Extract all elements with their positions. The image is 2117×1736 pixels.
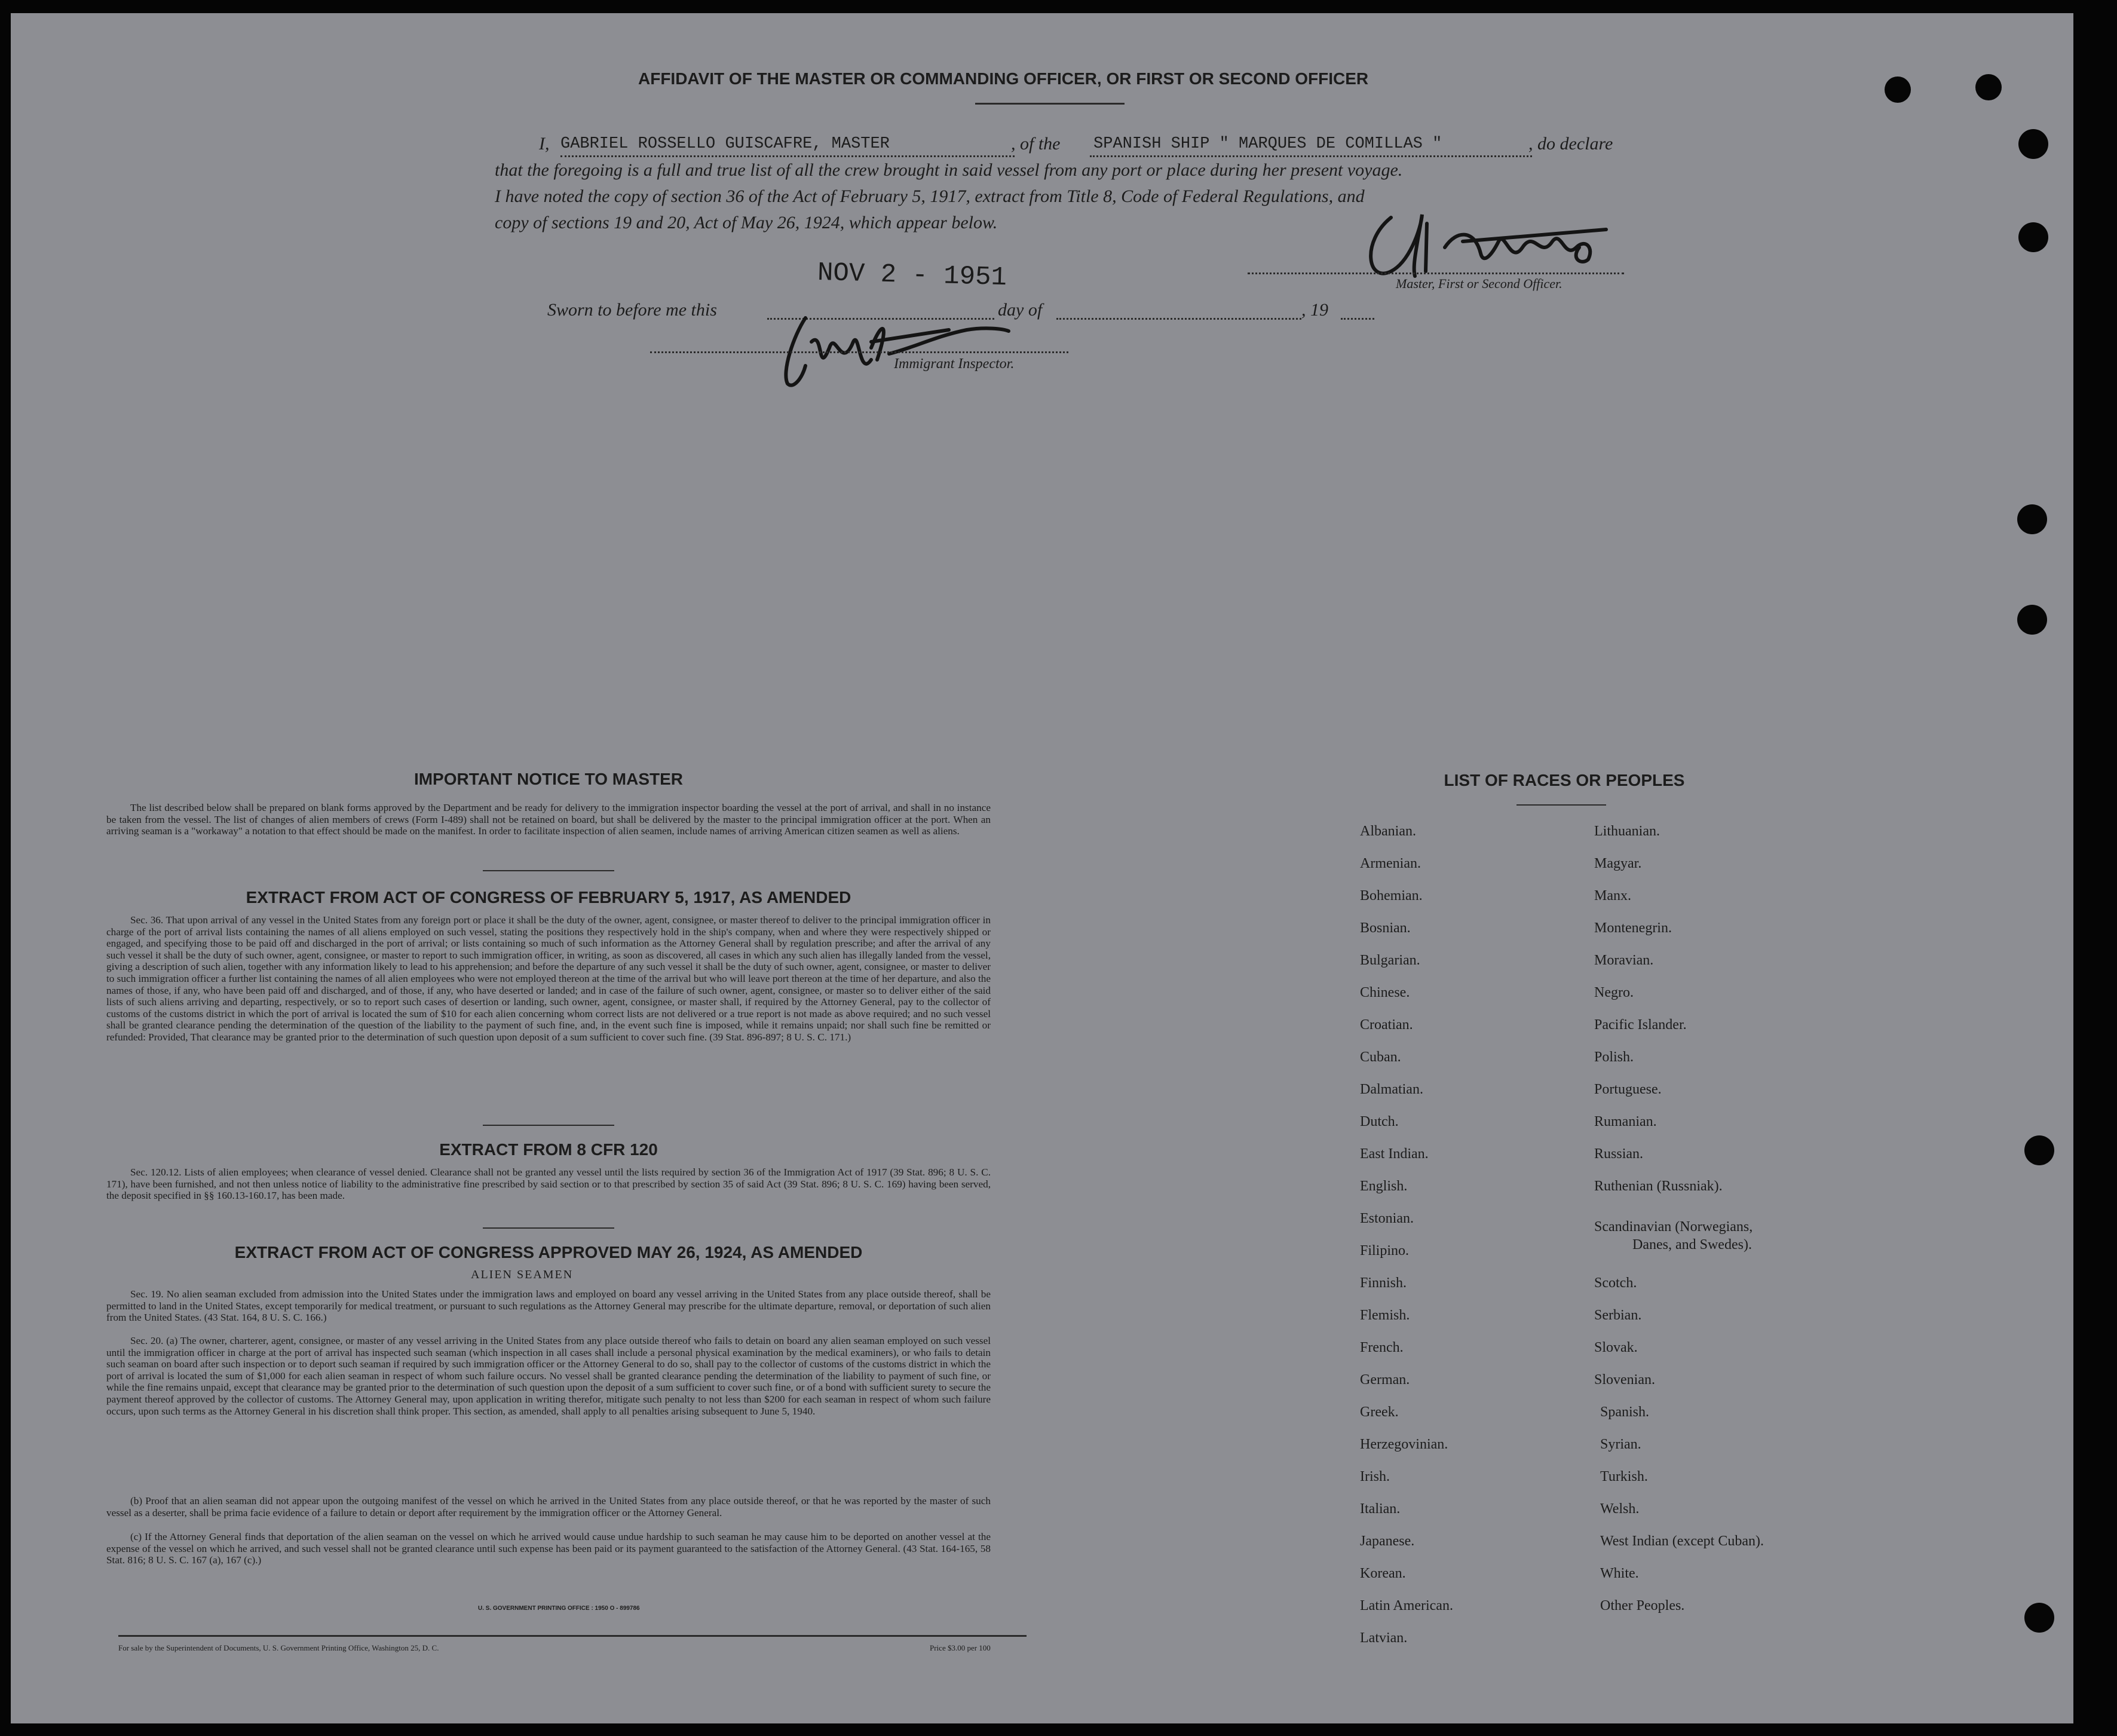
- do-declare-text: , do declare: [1528, 134, 1613, 154]
- race-item: Rumanian.: [1594, 1114, 1657, 1129]
- affidavit-title: AFFIDAVIT OF THE MASTER OR COMMANDING OFFICER, OR FIRST OR SECOND OFFICER: [638, 69, 1369, 88]
- race-item: Lithuanian.: [1594, 823, 1660, 839]
- punch-hole: [2018, 222, 2048, 252]
- extract-1917-body: Sec. 36. That upon arrival of any vessel in the United States from any foreign port or place it shall be the duty of the owner, agent, consignee, or master thereof to deliver to the principal immigration officer in charge of the port of arrival lists containing the names of all aliens employed on such vessel, stating the positions they respectively hold in the ship's company, when and where they were respectively shipped or engaged, and specifying those to be paid off and discharged in the port of arrival; or lists containing so much of such information as the Attorney General shall by regulation prescribe; and after the arrival of any such vessel it shall be the duty of such owner, agent, consignee, or master to report to such immigration officer, in writing, as soon as discovered, all cases in which any such alien has illegally landed from the vessel, giving a description of such alien, together with any information likely to lead to his apprehension; and before the departure of any such vessel it shall be the duty of such owner, agent, consignee, or master to deliver to such immigration officer a further list containing the names of all alien employees who were not employed thereon at the time of the arrival but who will leave port thereon at the time of her departure, and also the names of those, if any, who have been paid off and discharged, and of those, if any, who have deserted or landed; and in case of the failure of such owner, agent, consignee, or master so to deliver either of the said lists of such aliens arriving and departing, respectively, or so to report such cases of desertion or landing, such owner, agent, consignee, or master shall, if required by the Attorney General, pay to the collector of customs of the customs district in which the port of arrival is located the sum of $10 for each alien concerning whom correct lists are not delivered or a true report is not made as above required; and no such vessel shall be granted clearance pending the determination of the question of the liability to the payment of such fine, and, in the event such fine is imposed, while it remains unpaid; nor shall such fine be remitted or refunded: Provided, That clearance may be granted prior to the determination of such question upon deposit of a sum sufficient to cover such fine. (39 Stat. 896-897; 8 U. S. C. 171.): [106, 914, 991, 1043]
- punch-hole: [2024, 1603, 2054, 1633]
- race-item: Armenian.: [1360, 856, 1421, 871]
- punch-hole: [2017, 504, 2047, 534]
- race-item: Welsh.: [1600, 1501, 1640, 1517]
- extract-1917-title: EXTRACT FROM ACT OF CONGRESS OF FEBRUARY 5, 1917, AS AMENDED: [246, 888, 851, 907]
- race-item: Latvian.: [1360, 1630, 1408, 1646]
- races-title: LIST OF RACES OR PEOPLES: [1444, 771, 1685, 789]
- sworn-year-line: [1341, 318, 1374, 320]
- sec20a-body: Sec. 20. (a) The owner, charterer, agent, consignee, or master of any vessel arriving in the United States from any place outside thereof who fails to detain on board any alien seaman employed on such vessel until the immigration officer in charge at the port of arrival has inspected such seaman (which inspection in all cases shall include a personal physical examination by the medical examiners), or who fails to detain such seaman on board after such inspection or to deport such seaman if required by such immigration officer or the Attorney General to do so, shall pay to the collector of customs of the customs district in which the port of arrival is located the sum of $1,000 for each alien seaman in respect of whom such failure occurs. No vessel shall be granted clearance pending the determination of the liability to payment of such fine, or while the fine remains unpaid, except that clearance may be granted prior to the determination of such question upon the deposit of a sum sufficient to cover such fine, or of a bond with sufficient surety to secure the payment thereof approved by the collector of customs. The Attorney General may, upon application in writing therefor, mitigate such penalty to not less than $200 for each seaman in respect of whom such failure occurs, upon such terms as the Attorney General in his discretion shall think proper. This section, as amended, shall apply to all penalties arising subsequent to June 5, 1940.: [106, 1335, 991, 1417]
- race-item: Manx.: [1594, 888, 1631, 904]
- race-item: East Indian.: [1360, 1146, 1429, 1162]
- alien-seamen-subtitle: ALIEN SEAMEN: [471, 1268, 574, 1281]
- race-item: Greek.: [1360, 1404, 1399, 1420]
- of-the-text: , of the: [1011, 134, 1061, 154]
- punch-hole: [1885, 76, 1911, 103]
- document-page: [11, 13, 2073, 1723]
- affidavit-i: I,: [539, 134, 550, 154]
- race-item: English.: [1360, 1178, 1408, 1194]
- race-item: Polish.: [1594, 1049, 1634, 1065]
- race-item: Finnish.: [1360, 1275, 1407, 1291]
- race-item: Syrian.: [1600, 1437, 1641, 1452]
- divider: [483, 1227, 614, 1229]
- footer-right: Price $3.00 per 100: [930, 1643, 991, 1652]
- race-item: Herzegovinian.: [1360, 1437, 1448, 1452]
- race-item: Montenegrin.: [1594, 920, 1672, 936]
- race-item: Serbian.: [1594, 1308, 1642, 1323]
- race-item: Slovak.: [1594, 1340, 1638, 1355]
- race-item: German.: [1360, 1372, 1410, 1388]
- race-item: Pacific Islander.: [1594, 1017, 1687, 1033]
- race-item: Other Peoples.: [1600, 1598, 1685, 1613]
- sworn-text: Sworn to before me this: [547, 300, 717, 320]
- race-item: Croatian.: [1360, 1017, 1413, 1033]
- affidavit-line-3: I have noted the copy of section 36 of the Act of February 5, 1917, extract from Title 8, Code of Federal Regulations, and: [495, 186, 1365, 206]
- race-item: French.: [1360, 1340, 1404, 1355]
- extract-1924-title: EXTRACT FROM ACT OF CONGRESS APPROVED MAY 26, 1924, AS AMENDED: [234, 1243, 863, 1262]
- printer-imprint: U. S. GOVERNMENT PRINTING OFFICE : 1950 O - 899786: [478, 1605, 640, 1612]
- vessel-line: [1090, 155, 1532, 157]
- notice-body: The list described below shall be prepared on blank forms approved by the Department and be ready for delivery to the immigration inspector boarding the vessel at the port of arrival, and shall in no instance be taken from the vessel. The list of changes of alien members of crews (Form I-489) shall not be retained on board, but shall be delivered by the master to the principal immigration officer at the port. When an arriving seaman is a "workaway" a notation to that effect should be made on the manifest. In order to facilitate inspection of alien seamen, include names of arriving American citizen seamen as well as aliens.: [106, 802, 991, 837]
- race-item: Bohemian.: [1360, 888, 1423, 904]
- race-item: Scotch.: [1594, 1275, 1637, 1291]
- race-item: Turkish.: [1600, 1469, 1648, 1484]
- sec19-body: Sec. 19. No alien seaman excluded from admission into the United States under the immigration laws and employed on board any vessel arriving in the United States from any place outside thereof, shall be permitted to land in the United States, except temporarily for medical treatment, or pursuant to such regulations as the Attorney General may prescribe for the ultimate departure, removal, or deportation of such alien from the United States. (43 Stat. 164, 8 U. S. C. 166.): [106, 1288, 991, 1324]
- punch-hole: [2024, 1135, 2054, 1165]
- race-item: Estonian.: [1360, 1211, 1414, 1226]
- race-item: West Indian (except Cuban).: [1600, 1533, 1764, 1549]
- race-item: Portuguese.: [1594, 1082, 1662, 1097]
- race-item: Bosnian.: [1360, 920, 1411, 936]
- sec20c-body: (c) If the Attorney General finds that deportation of the alien seaman on the vessel on which he arrived would cause undue hardship to such seaman he may cause him to be deported on another vessel at the expense of the vessel on which he arrived, and such vessel shall not be granted clearance until such expense has been paid or its payment guaranteed to the satisfaction of the Attorney General. (43 Stat. 164-165, 58 Stat. 816; 8 U. S. C. 167 (a), 167 (c).): [106, 1531, 991, 1566]
- inspector-signature: [770, 306, 1021, 396]
- affidavit-line-2: that the foregoing is a full and true list of all the crew brought in said vessel from any port or place during her present voyage.: [495, 160, 1403, 180]
- race-item: Bulgarian.: [1360, 953, 1420, 968]
- footer-rule: [118, 1635, 1027, 1637]
- race-item: White.: [1600, 1566, 1639, 1581]
- race-item: Albanian.: [1360, 823, 1416, 839]
- race-item: Magyar.: [1594, 856, 1642, 871]
- extract-cfr-body: Sec. 120.12. Lists of alien employees; when clearance of vessel denied. Clearance shall not be granted any vessel until the lists required by section 36 of the Immigration Act of 1917 (39 Stat. 896; 8 U. S. C. 171), have been furnished, and not then unless notice of liability to the administrative fine prescribed by said section or to that prescribed by section 35 of said Act (39 Stat. 896; 8 U. S. C. 169) having been served, the deposit specified in §§ 160.13-160.17, has been made.: [106, 1166, 991, 1202]
- inspector-signature-line: [650, 351, 1068, 353]
- master-signature-line: [1248, 273, 1624, 274]
- race-item: Negro.: [1594, 985, 1634, 1000]
- race-item: Danes, and Swedes).: [1632, 1237, 1752, 1253]
- master-name-line: [560, 155, 1015, 157]
- master-name-field: GABRIEL ROSSELLO GUISCAFRE, MASTER: [560, 135, 890, 153]
- race-item: Italian.: [1360, 1501, 1401, 1517]
- race-item: Moravian.: [1594, 953, 1654, 968]
- race-item: Spanish.: [1600, 1404, 1650, 1420]
- race-item: Ruthenian (Russniak).: [1594, 1178, 1723, 1194]
- title-underline: [975, 103, 1125, 105]
- punch-hole: [2018, 129, 2048, 159]
- date-stamp: NOV 2 - 1951: [817, 258, 1007, 293]
- race-item: Chinese.: [1360, 985, 1410, 1000]
- extract-cfr-title: EXTRACT FROM 8 CFR 120: [439, 1140, 658, 1159]
- race-item: Korean.: [1360, 1566, 1406, 1581]
- year-text: , 19: [1301, 300, 1328, 320]
- race-item: Cuban.: [1360, 1049, 1401, 1065]
- race-item: Russian.: [1594, 1146, 1644, 1162]
- affidavit-line-4: copy of sections 19 and 20, Act of May 26, 1924, which appear below.: [495, 213, 998, 232]
- vessel-field: SPANISH SHIP " MARQUES DE COMILLAS ": [1093, 135, 1442, 153]
- race-item: Latin American.: [1360, 1598, 1453, 1613]
- punch-hole: [1975, 74, 2002, 100]
- race-item: Dutch.: [1360, 1114, 1399, 1129]
- day-of-text: day of: [998, 300, 1043, 320]
- race-item: Slovenian.: [1594, 1372, 1655, 1388]
- race-item: Flemish.: [1360, 1308, 1410, 1323]
- race-item: Japanese.: [1360, 1533, 1415, 1549]
- inspector-caption: Immigrant Inspector.: [894, 356, 1015, 372]
- races-title-underline: [1516, 804, 1606, 806]
- footer-left: For sale by the Superintendent of Documents, U. S. Government Printing Office, Washington 25, D. C.: [118, 1643, 439, 1652]
- sworn-month-line: [1056, 318, 1301, 320]
- notice-title: IMPORTANT NOTICE TO MASTER: [413, 770, 684, 788]
- punch-hole: [2017, 605, 2047, 635]
- race-item: Irish.: [1360, 1469, 1390, 1484]
- race-item: Filipino.: [1360, 1243, 1410, 1259]
- race-item: Dalmatian.: [1360, 1082, 1423, 1097]
- divider: [483, 1125, 614, 1126]
- master-caption: Master, First or Second Officer.: [1396, 276, 1563, 291]
- divider: [483, 870, 614, 871]
- race-item: Scandinavian (Norwegians,: [1594, 1219, 1753, 1235]
- sec20b-body: (b) Proof that an alien seaman did not appear upon the outgoing manifest of the vessel on which he arrived in the United States from any place outside thereof, or that he was reported by the master of such vessel as a deserter, shall be prima facie evidence of a failure to detain or deport after requirement by the immigration officer or the Attorney General.: [106, 1495, 991, 1518]
